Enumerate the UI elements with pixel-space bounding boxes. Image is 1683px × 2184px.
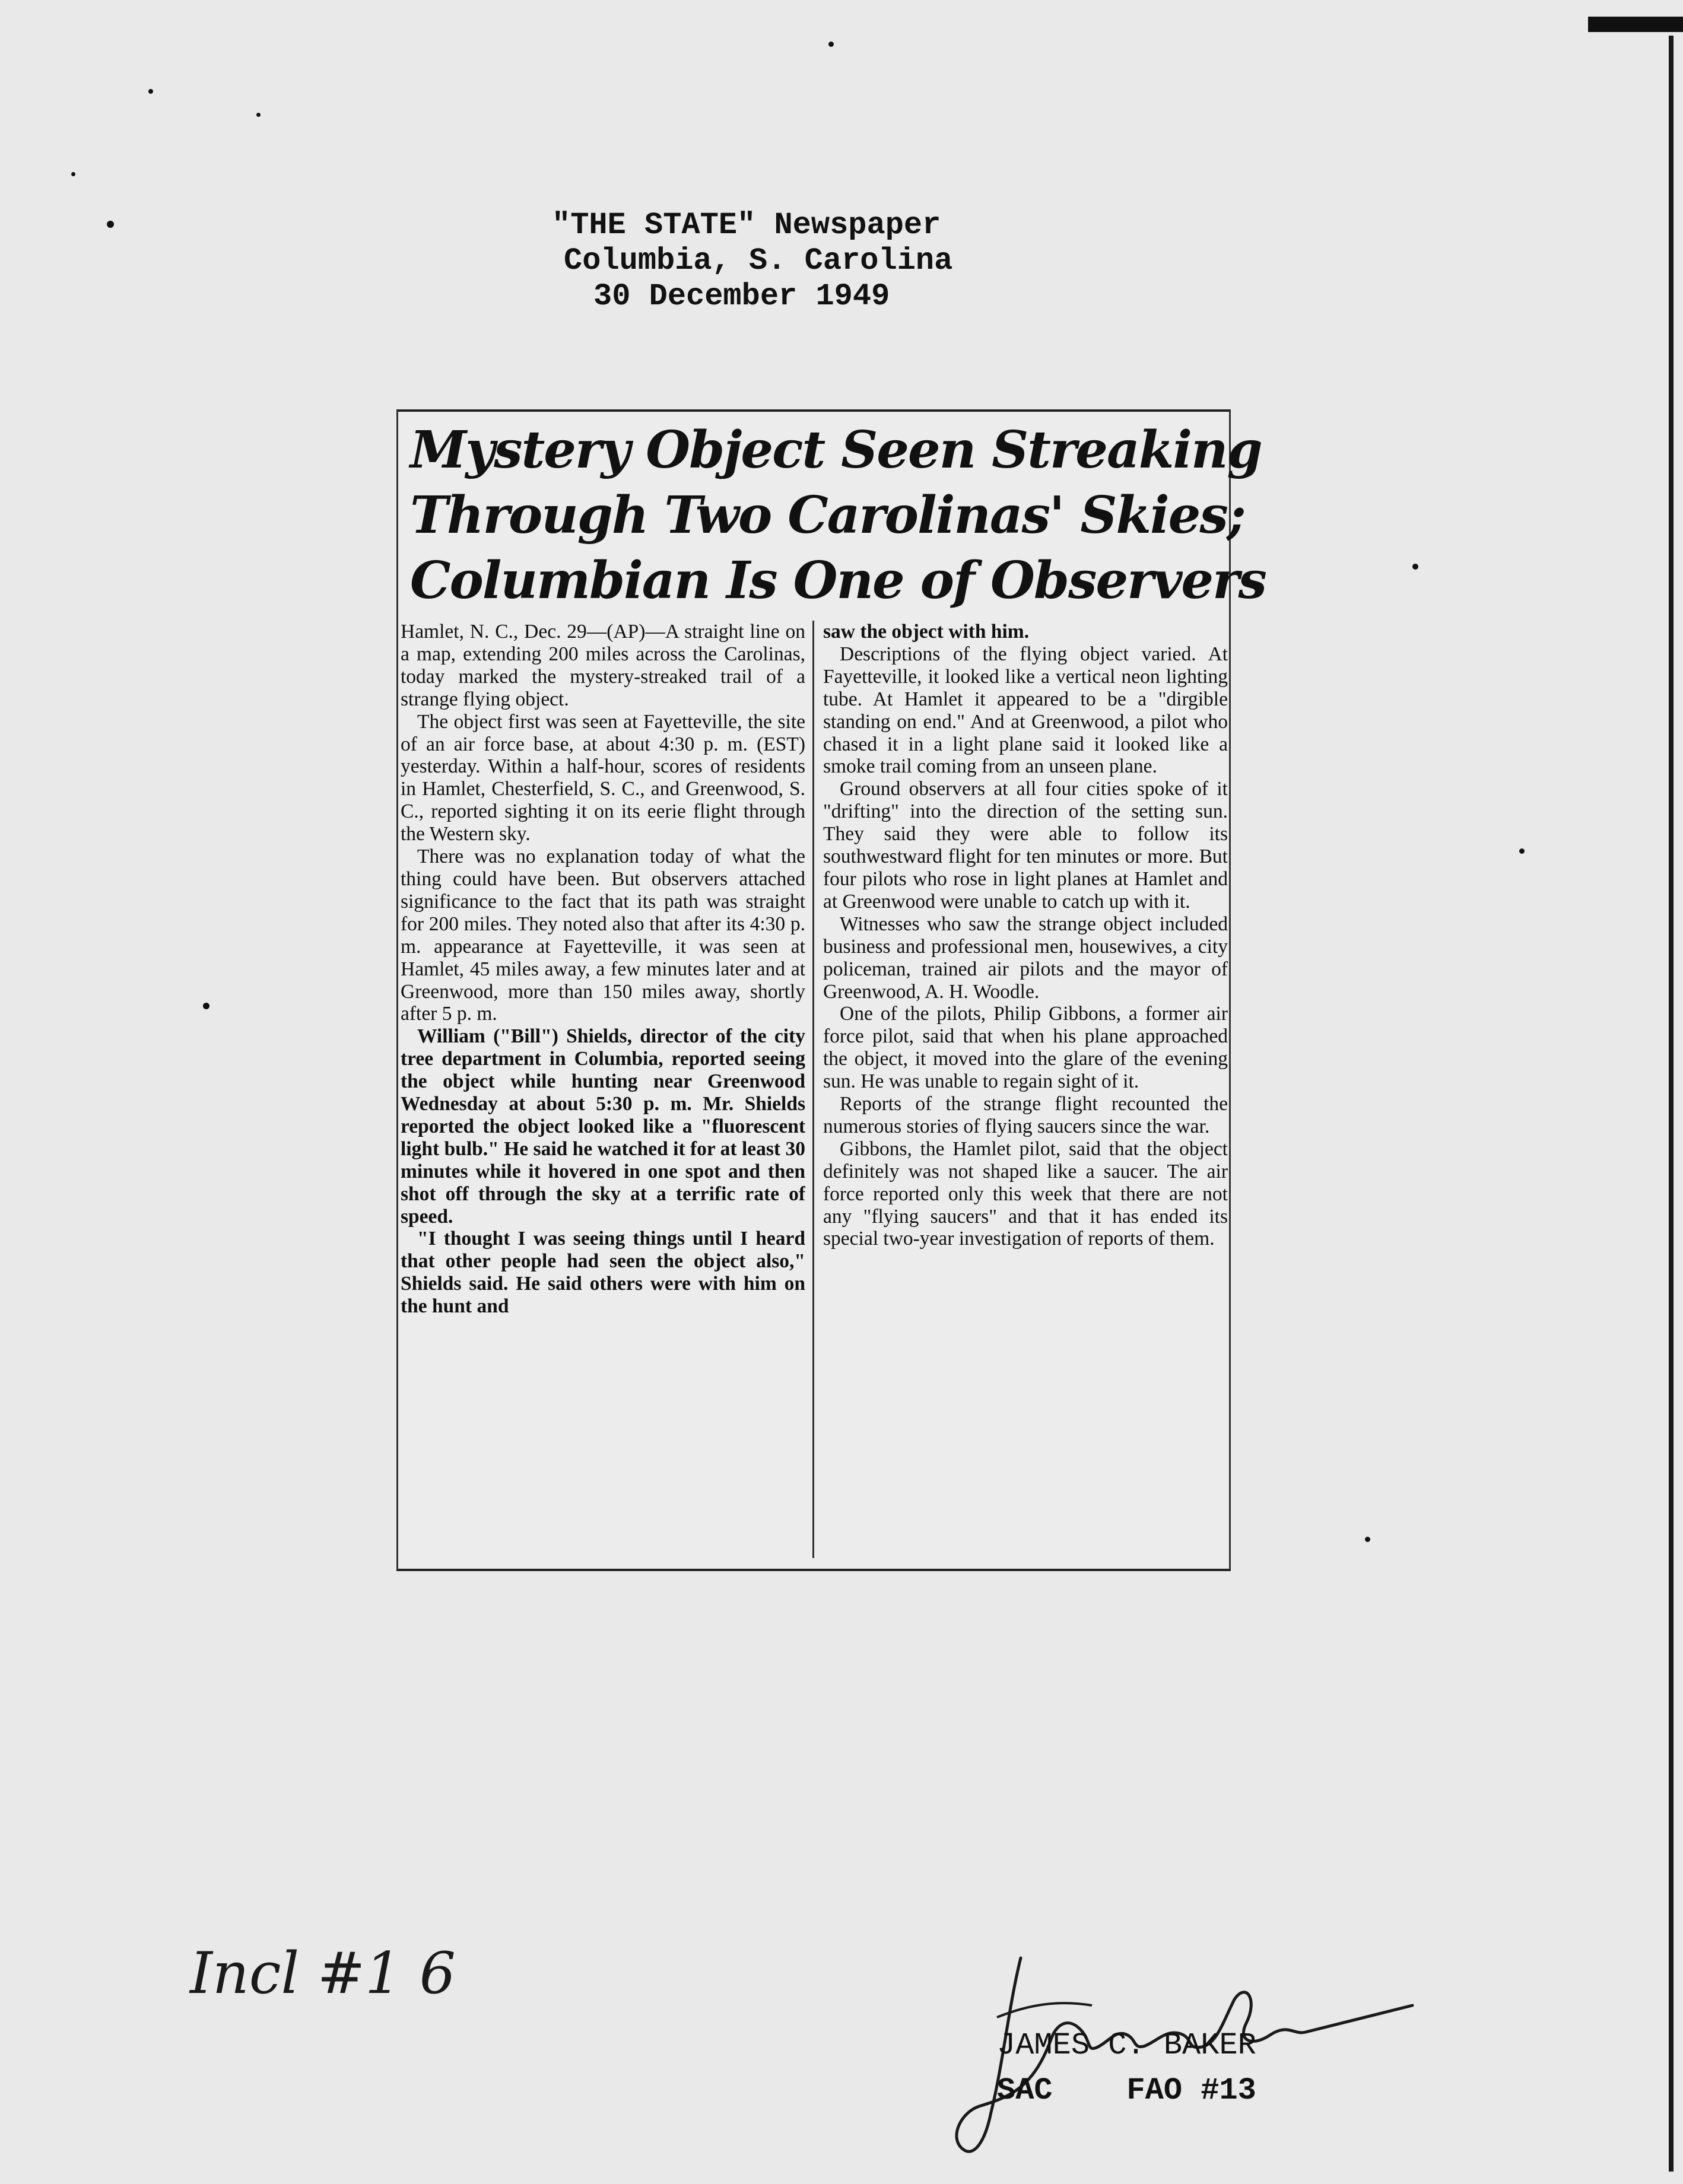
signature-text: James G Baker (938, 1934, 942, 1935)
article-column-right (823, 621, 1228, 1558)
article-paragraph: Gibbons, the Hamlet pilot, said that the object definitely was not shaped like a saucer. The air force reported only this week that there are not any "flying saucers" and that it has ended its special two-year investigation of reports of them. (823, 1137, 1228, 1250)
article-paragraph: Ground observers at all four cities spoke of it "drifting" into the direction of the setting sun. They said they were able to follow its southwestward flight for ten minutes or more. But four pilots who rose in light planes at Hamlet and at Greenwood were unable to catch up with it. (823, 778, 1228, 913)
column-rule (812, 621, 814, 1558)
newspaper-clipping (396, 409, 1266, 1571)
article-headline (410, 418, 1266, 613)
typed-title: SAC FAO #13 (997, 2073, 1256, 2108)
article-paragraph: Reports of the strange flight recounted the numerous stories of flying saucers since the war. (823, 1093, 1228, 1137)
speck (1412, 564, 1418, 570)
speck (107, 221, 114, 228)
source-location: Columbia, S. Carolina (564, 243, 953, 278)
speck (1519, 848, 1525, 854)
article-paragraph: There was no explanation today of what the thing could have been. But observers attached significance to the fact that its path was straight for 200 miles. They noted also that after its 4:30 p. m. appearance at Fayetteville, it was seen at Hamlet, 45 miles away, a few minutes later and at Greenwood, more than 150 miles away, shortly after 5 p. m. (401, 845, 805, 1025)
article-paragraph: The object first was seen at Fayetteville, the site of an air force base, at about 4:30 p. m. (EST) yesterday. Within a half-hour, scores of residents in Hamlet, Chesterfield, S. C., and Greenwood, S. C., reported sighting it on its eerie flight through the Western sky. (401, 710, 805, 845)
typed-name: JAMES C. BAKER (997, 2028, 1256, 2063)
speck (828, 42, 834, 47)
speck (71, 172, 75, 176)
corner-mark (1588, 17, 1683, 32)
speck (1365, 1537, 1370, 1542)
article-paragraph: One of the pilots, Philip Gibbons, a former air force pilot, said that when his plane approached the object, it moved into the glare of the evening sun. He was unable to regain sight of it. (823, 1003, 1228, 1093)
article-paragraph: William ("Bill") Shields, director of the city tree department in Columbia, reported seeing the object while hunting near Greenwood Wednesday at about 5:30 p. m. Mr. Shields reported the object looked like a "fluorescent light bulb." He said he watched it for at least 30 minutes while it hovered in one spot and then shot off through the sky at a terrific rate of speed. (401, 1025, 805, 1228)
speck (256, 113, 261, 117)
page-edge-shadow (1669, 36, 1674, 2172)
article-paragraph: Descriptions of the flying object varied. At Fayetteville, it looked like a vertical neon lighting tube. At Hamlet it appeared to be a "dirgible standing on end." And at Greenwood, a pilot who chased it in a light plane said it looked like a smoke trail coming from an unseen plane. (823, 643, 1228, 778)
article-paragraph: Witnesses who saw the strange object included business and professional men, housewives, a city policeman, trained air pilots and the mayor of Greenwood, A. H. Woodle. (823, 913, 1228, 1003)
headline-line: Columbian Is One of Observers (410, 551, 1266, 611)
source-newspaper: "THE STATE" Newspaper (552, 208, 941, 243)
signature-block (997, 2023, 1256, 2113)
article-column-left (401, 621, 805, 1558)
source-date: 30 December 1949 (593, 279, 890, 314)
article-paragraph: Hamlet, N. C., Dec. 29—(AP)—A straight line on a map, extending 200 miles across the Carolinas, today marked the mystery-streaked trail of a strange flying object. (401, 621, 805, 710)
article-paragraph: saw the object with him. (823, 621, 1030, 643)
article-paragraph: "I thought I was seeing things until I heard that other people had seen the object also," Shields said. He said others were with him on the hunt and (401, 1228, 805, 1318)
typed-source-header (552, 208, 991, 314)
headline-line: Through Two Carolinas' Skies; (410, 485, 1245, 545)
speck (148, 89, 153, 94)
handwritten-inclosure-note: Incl #1 6 (190, 1940, 456, 2007)
speck (203, 1003, 209, 1009)
headline-line: Mystery Object Seen Streaking (410, 420, 1262, 480)
